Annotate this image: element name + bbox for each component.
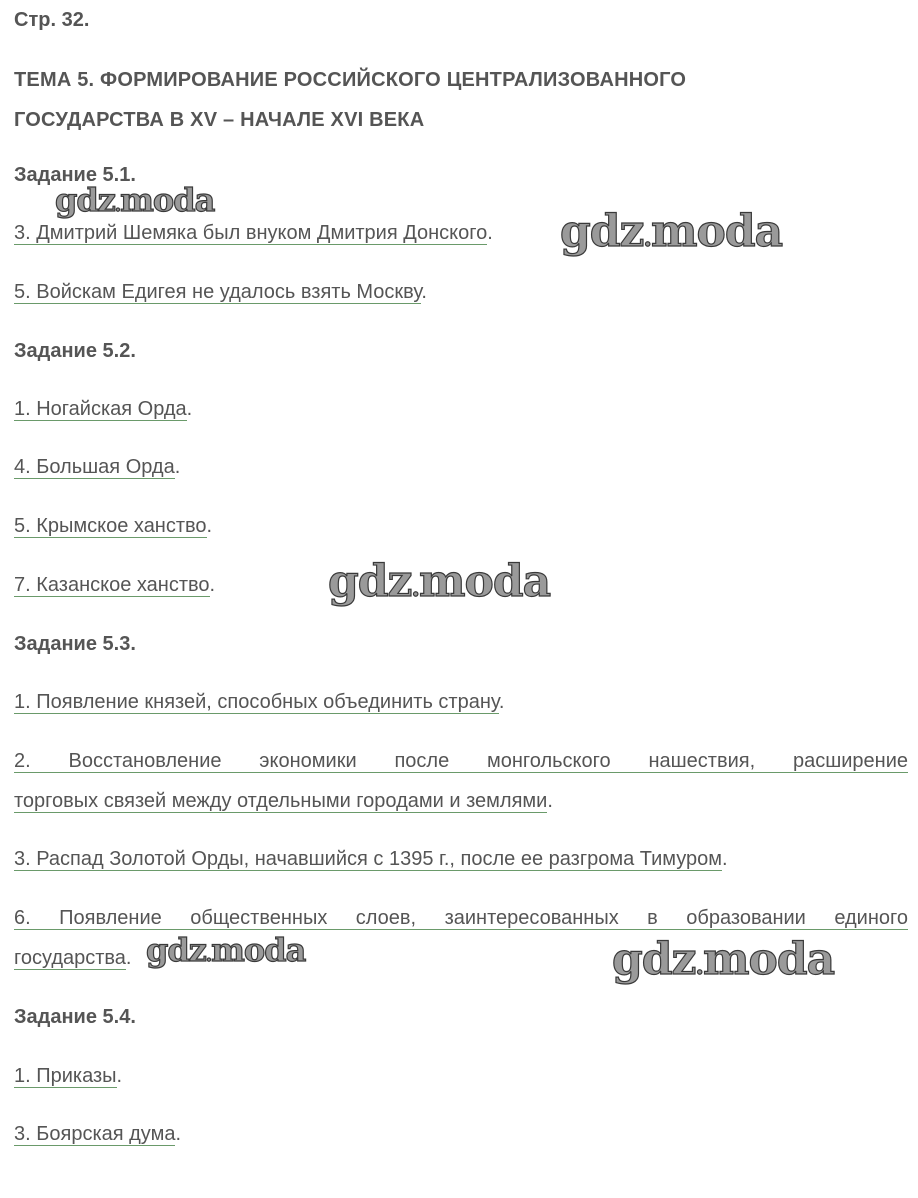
watermark-text-right: moda <box>702 934 835 985</box>
answer-text: 3. Боярская дума <box>14 1123 176 1145</box>
answer-text-continued: торговых связей между отдельными городами и землями <box>14 790 548 812</box>
topic-title-line-1: ТЕМА 5. ФОРМИРОВАНИЕ РОССИЙСКОГО ЦЕНТРАЛИЗОВАННОГО <box>14 69 687 91</box>
topic-title <box>14 60 686 140</box>
task-title-5-1: Задание 5.1. <box>14 164 136 186</box>
answer-punct: . <box>421 281 427 303</box>
watermark-text-left: gdz <box>146 931 206 969</box>
watermark-dot: . <box>114 195 121 216</box>
answer-item <box>14 565 215 605</box>
answer-item <box>14 682 504 722</box>
answer-item <box>14 272 427 312</box>
watermark-text-left: gdz <box>55 181 115 219</box>
answer-text: 4. Большая Орда <box>14 456 175 478</box>
answer-text: 1. Появление князей, способных объединить страну <box>14 691 499 713</box>
answer-text-continued: государства <box>14 947 126 969</box>
task-title-5-3: Задание 5.3. <box>14 633 136 655</box>
answer-punct: . <box>206 515 213 537</box>
answer-punct: . <box>116 1065 123 1087</box>
answer-punct: . <box>174 456 181 478</box>
topic-title-line-2: ГОСУДАРСТВА В XV – НАЧАЛЕ XVI ВЕКА <box>14 109 425 131</box>
watermark <box>328 556 551 607</box>
answer-text: 1. Ногайская Орда <box>14 398 187 420</box>
watermark-dot: . <box>205 945 212 966</box>
watermark-dot: . <box>643 223 651 252</box>
watermark-text-left: gdz <box>560 206 644 257</box>
answer-item <box>14 1114 181 1154</box>
answer-item <box>14 1056 122 1096</box>
answer-punct: . <box>487 222 493 244</box>
watermark <box>560 206 783 257</box>
answer-text: 3. Дмитрий Шемяка был внуком Дмитрия Донского <box>14 222 488 244</box>
answer-punct: . <box>175 1123 182 1145</box>
watermark-text-left: gdz <box>612 934 696 985</box>
task-title-5-2: Задание 5.2. <box>14 340 136 362</box>
answer-item <box>14 741 908 821</box>
answer-text: 1. Приказы <box>14 1065 117 1087</box>
answer-punct: . <box>547 790 553 812</box>
watermark-text-right: moda <box>650 206 783 257</box>
watermark <box>146 931 306 969</box>
answer-text: 5. Крымское ханство <box>14 515 207 537</box>
answer-text: 2. Восстановление экономики после монгольского нашествия, расширение <box>14 750 908 772</box>
answer-item <box>14 213 493 253</box>
watermark-text-right: moda <box>120 181 215 219</box>
answer-item <box>14 447 180 487</box>
answer-text: 5. Войскам Едигея не удалось взять Москву <box>14 281 422 303</box>
answer-item <box>14 839 728 879</box>
watermark-text-left: gdz <box>328 556 412 607</box>
watermark-text-right: moda <box>211 931 306 969</box>
answer-text: 6. Появление общественных слоев, заинтересованных в образовании единого <box>14 907 908 929</box>
answer-punct: . <box>498 691 505 713</box>
answer-punct: . <box>722 848 728 870</box>
answer-punct: . <box>209 574 216 596</box>
answer-punct: . <box>125 947 132 969</box>
answer-punct: . <box>186 398 193 420</box>
answer-text: 3. Распад Золотой Орды, начавшийся с 1395 г., после ее разгрома Тимуром <box>14 848 723 870</box>
watermark-dot: . <box>411 573 419 602</box>
watermark-text-right: moda <box>418 556 551 607</box>
watermark <box>55 181 215 219</box>
watermark <box>612 934 835 985</box>
answer-text: 7. Казанское ханство <box>14 574 210 596</box>
answer-item <box>14 389 192 429</box>
page-number: Стр. 32. <box>14 9 90 31</box>
watermark-dot: . <box>695 951 703 980</box>
answer-item <box>14 506 212 546</box>
task-title-5-4: Задание 5.4. <box>14 1006 136 1028</box>
